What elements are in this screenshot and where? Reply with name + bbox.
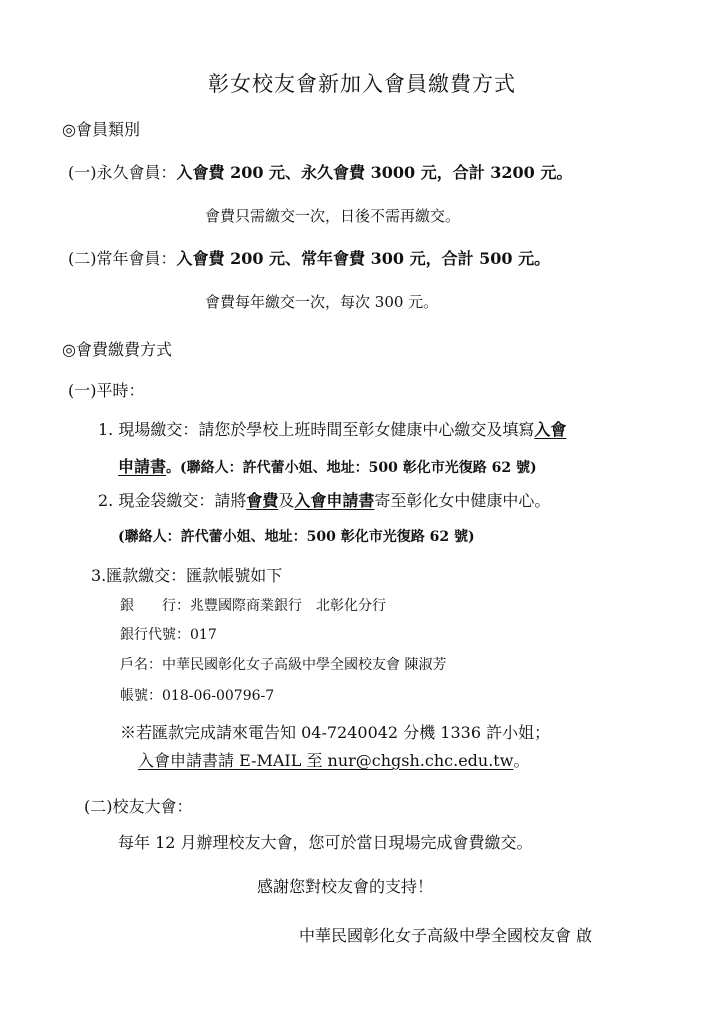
alumni-meeting-label: (二)校友大會： bbox=[84, 797, 193, 816]
cash-envelope-suffix: 寄至彰化女中健康中心。 bbox=[374, 491, 551, 510]
email-notice[interactable]: 入會申請書請 E-MAIL 至 nur@chgsh.chc.edu.tw bbox=[138, 751, 514, 770]
onsite-payment-text: 1. 現場繳交：請您於學校上班時間至彰女健康中心繳交及填寫 bbox=[98, 420, 535, 439]
permanent-member-label: (一)永久會員： bbox=[68, 163, 177, 182]
thanks-text: 感謝您對校友會的支持！ bbox=[257, 877, 434, 896]
cash-envelope-prefix: 2. 現金袋繳交：請將 bbox=[98, 491, 247, 510]
signature: 中華民國彰化女子高級中學全國校友會 啟 bbox=[299, 926, 593, 945]
permanent-member-note: 會費只需繳交一次，日後不需再繳交。 bbox=[205, 207, 461, 225]
email-notice-line bbox=[138, 751, 529, 770]
onsite-payment-line bbox=[98, 420, 566, 439]
cash-envelope-contact: (聯絡人：許代蕾小姐、地址：500 彰化市光復路 62 號) bbox=[118, 529, 475, 545]
remittance-notice: ※若匯款完成請來電告知 04-7240042 分機 1336 許小姐； bbox=[120, 723, 551, 742]
application-form-link-part1: 入會 bbox=[534, 420, 567, 439]
section-heading-payment-methods: ◎會費繳費方式 bbox=[62, 340, 172, 359]
onsite-contact-info: 。(聯絡人：許代蕾小姐、地址：500 彰化市光復路 62 號) bbox=[166, 460, 537, 476]
bank-name: 銀 行：兆豐國際商業銀行 北彰化分行 bbox=[120, 598, 386, 614]
cash-envelope-and: 及 bbox=[278, 491, 295, 510]
annual-member-label: (二)常年會員： bbox=[68, 249, 177, 268]
annual-member-fees: 入會費 200 元、常年會費 300 元，合計 500 元。 bbox=[176, 249, 551, 268]
page-title: 彰女校友會新加入會員繳費方式 bbox=[208, 72, 516, 96]
annual-member-note: 會費每年繳交一次，每次 300 元。 bbox=[205, 293, 439, 311]
application-form-link-part2: 申請書 bbox=[118, 457, 167, 476]
permanent-member-fees: 入會費 200 元、永久會費 3000 元，合計 3200 元。 bbox=[176, 163, 573, 182]
account-number: 帳號：018-06-00796-7 bbox=[120, 688, 275, 704]
bank-code: 銀行代號：017 bbox=[120, 627, 217, 643]
application-form-emphasis: 入會申請書 bbox=[294, 491, 375, 510]
account-name: 戶名：中華民國彰化女子高級中學全國校友會 陳淑芳 bbox=[120, 657, 447, 673]
remittance-heading: 3.匯款繳交：匯款帳號如下 bbox=[91, 566, 283, 585]
onsite-payment-contact-line bbox=[118, 457, 537, 477]
section-heading-member-types: ◎會員類別 bbox=[62, 120, 140, 139]
permanent-member-line bbox=[68, 163, 572, 182]
alumni-meeting-text: 每年 12 月辦理校友大會，您可於當日現場完成會費繳交。 bbox=[118, 833, 533, 852]
cash-envelope-line bbox=[98, 491, 550, 510]
membership-fee-emphasis: 會費 bbox=[246, 491, 279, 510]
annual-member-line bbox=[68, 249, 550, 268]
email-notice-end: 。 bbox=[513, 751, 530, 770]
normal-payment-label: (一)平時： bbox=[68, 381, 145, 400]
